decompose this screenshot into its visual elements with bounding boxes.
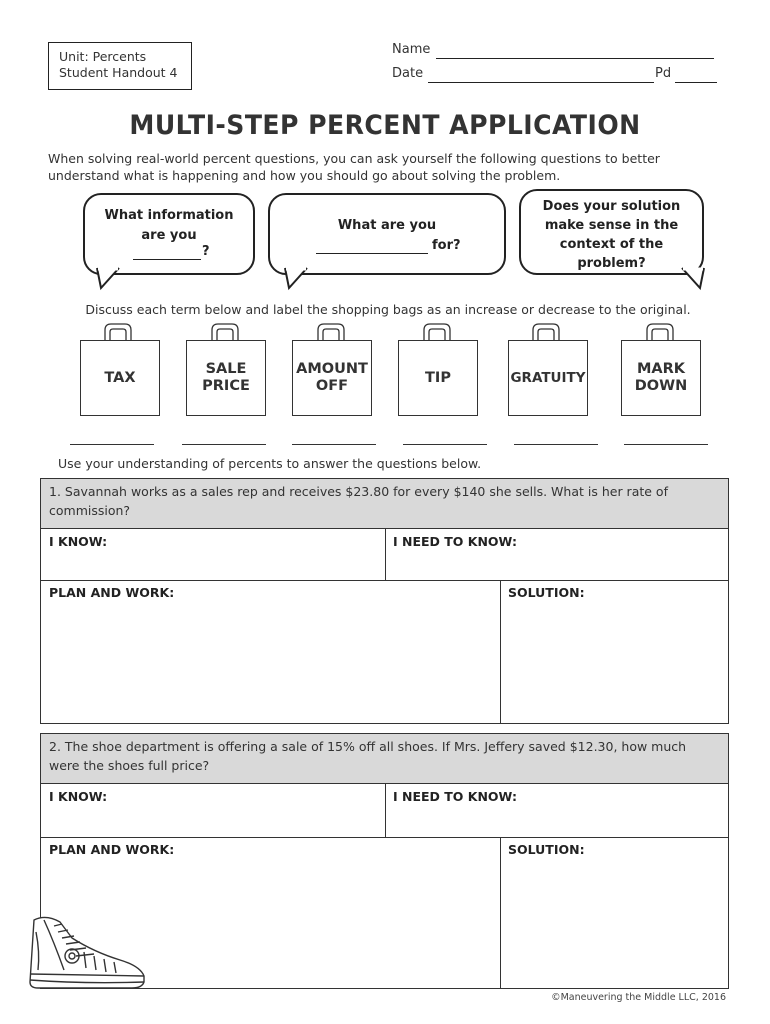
- question-2-text: 2. The shoe department is offering a sale of 15% off all shoes. If Mrs. Jeffery saved $12.30, how much were the shoes full price?: [41, 734, 728, 784]
- unit-box: [48, 42, 192, 90]
- bubble-1-line2: are you: [141, 228, 197, 243]
- bag-answer-line-gratuity[interactable]: [514, 444, 598, 445]
- question-1-solution-label: SOLUTION:: [508, 585, 585, 600]
- bubble-tail-2: [283, 268, 313, 292]
- date-label: Date: [392, 66, 424, 81]
- bag-answer-line-sale-price[interactable]: [182, 444, 266, 445]
- bag-answer-line-tax[interactable]: [70, 444, 154, 445]
- bag-answer-line-tip[interactable]: [403, 444, 487, 445]
- question-1-i-need[interactable]: [385, 529, 728, 580]
- bag-tip-line1: TIP: [425, 369, 451, 386]
- question-2-i-know[interactable]: [41, 784, 385, 837]
- question-2-solution-label: SOLUTION:: [508, 842, 585, 857]
- bag-amount-off: [292, 340, 372, 416]
- handout-label: Student Handout 4: [59, 65, 178, 80]
- bag-tax: [80, 340, 160, 416]
- question-1-text: 1. Savannah works as a sales rep and receives $23.80 for every $140 she sells. What is her rate of commission?: [41, 479, 728, 529]
- bag-sale-price: [186, 340, 266, 416]
- name-field[interactable]: [436, 58, 714, 59]
- bubble-3-line4: problem?: [577, 256, 646, 271]
- bag-mark-line1: MARK: [636, 361, 686, 377]
- bag-sale-line2: PRICE: [202, 378, 250, 394]
- bubble-1-line1: What information: [104, 208, 234, 223]
- name-label: Name: [392, 42, 431, 57]
- bubble-tail-1: [95, 268, 125, 292]
- period-field[interactable]: [675, 82, 717, 83]
- bag-mark-down: [621, 340, 701, 416]
- bag-answer-line-amount-off[interactable]: [292, 444, 376, 445]
- intro-text: When solving real-world percent questions, you can ask yourself the following questions to better understand what is happening and how you should go about solving the problem.: [48, 151, 660, 183]
- bubble-3-line3: context of the: [559, 237, 664, 252]
- bubble-1-blank[interactable]: [133, 259, 201, 260]
- bubble-2-line1: What are you: [337, 218, 437, 233]
- bubble-2-blank[interactable]: [316, 253, 428, 254]
- bag-sale-line1: SALE: [205, 361, 247, 377]
- question-2-i-need-label: I NEED TO KNOW:: [393, 789, 517, 804]
- discuss-instructions: Discuss each term below and label the shopping bags as an increase or decrease to the original.: [85, 302, 691, 317]
- copyright-notice: ©Maneuvering the Middle LLC, 2016: [551, 992, 726, 1003]
- bag-gratuity: [508, 340, 588, 416]
- question-1-plan[interactable]: [41, 580, 500, 723]
- question-2-i-know-label: I KNOW:: [49, 789, 108, 804]
- bag-mark-line2: DOWN: [634, 378, 688, 394]
- bag-answer-line-mark-down[interactable]: [624, 444, 708, 445]
- question-1-box: [40, 478, 729, 724]
- question-2-plan-label: PLAN AND WORK:: [49, 842, 175, 857]
- bag-amount-line2: OFF: [315, 378, 349, 394]
- question-1-i-know-label: I KNOW:: [49, 534, 108, 549]
- bubble-3-line2: make sense in the: [544, 218, 679, 233]
- use-understanding-text: Use your understanding of percents to answer the questions below.: [58, 456, 482, 471]
- bag-gratuity-line1: GRATUITY: [510, 369, 586, 386]
- speech-bubble-makes-sense: [519, 189, 704, 275]
- speech-bubble-looking-for: [268, 193, 506, 275]
- bubble-tail-3: [678, 268, 708, 292]
- period-label: Pd: [655, 66, 672, 81]
- bubble-2-line2: for?: [432, 238, 461, 253]
- bag-tax-line1: TAX: [104, 369, 136, 386]
- bubble-1-qmark: ?: [202, 244, 210, 259]
- question-1-i-need-label: I NEED TO KNOW:: [393, 534, 517, 549]
- page-title: MULTI-STEP PERCENT APPLICATION: [129, 110, 641, 141]
- question-1-i-know[interactable]: [41, 529, 385, 580]
- question-1-solution[interactable]: [500, 580, 728, 723]
- speech-bubble-information: [83, 193, 255, 275]
- bubble-3-line1: Does your solution: [542, 199, 681, 214]
- bag-amount-line1: AMOUNT: [296, 361, 368, 377]
- unit-label: Unit: Percents: [59, 49, 147, 64]
- bag-tip: [398, 340, 478, 416]
- date-field[interactable]: [428, 82, 654, 83]
- sneaker-icon: [24, 912, 150, 992]
- question-2-solution[interactable]: [500, 837, 728, 988]
- question-2-i-need[interactable]: [385, 784, 728, 837]
- question-1-plan-label: PLAN AND WORK:: [49, 585, 175, 600]
